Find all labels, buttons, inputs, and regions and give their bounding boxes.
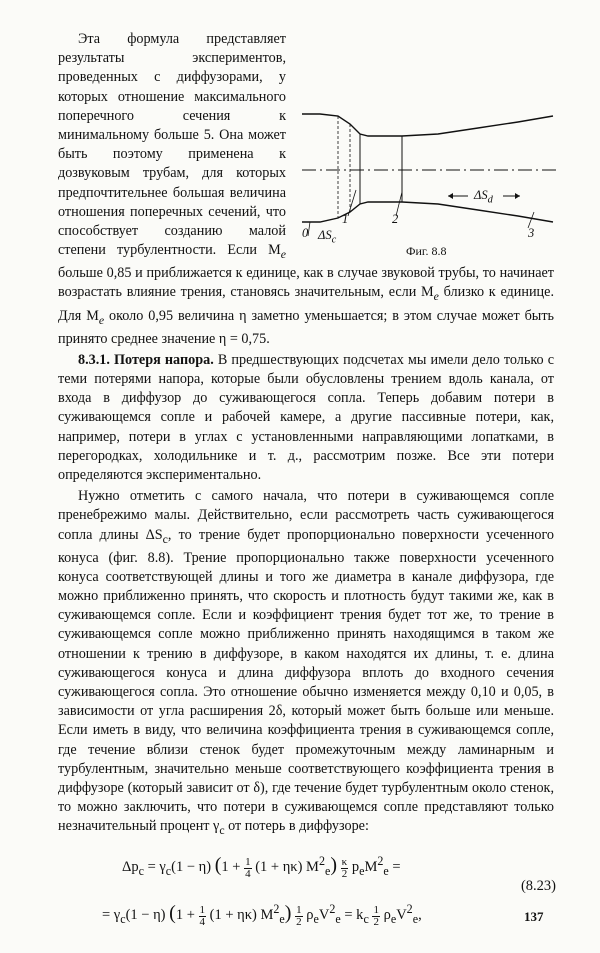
f-m-sub: e: [325, 864, 331, 879]
frac-num: 1: [199, 903, 205, 916]
f-M: M: [364, 859, 378, 876]
fig-label-d-sub: d: [487, 194, 493, 206]
f-gamma-sub: c: [165, 864, 172, 879]
nozzle-diagram: [298, 112, 560, 242]
fig-label-ds: ΔS: [318, 228, 332, 242]
leader-1: [348, 190, 356, 216]
fig-label-1: 1: [342, 212, 349, 226]
fig-label-ds-d: [474, 188, 493, 206]
f2-rho2: ρ: [379, 907, 391, 924]
f2-k-sub: c: [363, 912, 369, 927]
figure-8-8: [298, 112, 560, 264]
f2-inner2: (1 + ηκ) M: [206, 907, 274, 924]
formula-line-2: [102, 902, 422, 927]
fig-label-3: 3: [528, 226, 535, 240]
f2-one-minus-eta: (1 − η): [125, 907, 170, 924]
f2-gamma-sub: c: [120, 912, 126, 927]
frac-num: 1: [245, 855, 251, 868]
fig-label-ds-c: [318, 228, 336, 246]
frac-num: 1: [373, 903, 379, 916]
paragraph-2: [58, 351, 554, 485]
f2-V2: V: [396, 907, 407, 924]
f-p: p: [348, 859, 360, 876]
f-inner: 1 +: [221, 859, 245, 876]
f-rparen: ): [330, 854, 338, 877]
page-body: [58, 30, 554, 940]
f2-V-sub: e: [335, 912, 341, 927]
f2-frac-1-2b: [372, 905, 380, 928]
arrow-head-right: [515, 193, 520, 199]
paragraph-3: [58, 487, 554, 840]
formula-8-23: [58, 848, 554, 940]
p1-sub: e: [280, 247, 286, 262]
f-one-minus-eta: (1 − η): [171, 859, 215, 876]
f2-V2-sub: e: [412, 912, 419, 927]
f-frac-1-4: [244, 857, 252, 880]
f2-eq-gamma: = γ: [102, 907, 121, 924]
page-number: 137: [524, 909, 544, 924]
f-p-sub: e: [359, 864, 365, 879]
leader-0: [308, 222, 310, 236]
f-dp-sub: c: [138, 864, 144, 879]
f2-V: V: [318, 907, 330, 924]
fig-label-ds2: ΔS: [474, 188, 488, 202]
frac-den: 2: [341, 867, 348, 880]
f-M-sup: 2: [377, 854, 384, 869]
frac-den: 4: [245, 867, 251, 880]
p3-sub2: c: [219, 823, 225, 838]
p2-text: В предшествующих подсчетах мы имели дело только с теми потерями напора, которые были обусловлены трением вдоль канала, от входа в диффузор до суживающегося сопла. Теперь добавим потери в суживающемся сопле и рабочей камере, а другие пассивные потери, как, например, потери в углах с установленными направляющими лопатками, в перегородках, холодильнике и т. д., рассмотрим позже. Все эти потери определяются экспериментально.: [58, 351, 555, 483]
f2-m-sub: e: [279, 912, 285, 927]
section-title: Потеря напора.: [114, 351, 214, 368]
f-dp: Δp: [122, 859, 139, 876]
f-m-sup: 2: [318, 854, 325, 869]
f2-m-sup: 2: [273, 902, 280, 917]
arrow-head-left: [448, 193, 453, 199]
p1-tail2: близко к единице. Для M: [58, 284, 554, 324]
p3-text: Нужно отметить с самого начала, что потери в суживающемся сопле пренебрежимо малы. Действительно, если рассмотреть часть суживающегося сопла длины ΔS: [58, 488, 554, 543]
fig-label-0: 0: [302, 226, 309, 240]
f2-comma: ,: [418, 907, 422, 924]
frac-num: 1: [296, 903, 302, 916]
lower-wall: [302, 202, 553, 222]
p3-tail: , то трение будет пропорционально поверхности усеченного конуса (фиг. 8.8). Трение пропорционально также поверхности усеченного конуса соответствующей длины и того же диаметра в канале диффузора, где можно приближенно принять, что скорость и плотность будут такими же, как в суживающемся сопле. Если и коэффициент трения будет тот же, то трение в суживающемся сопле можно приближенно принять находящимся в таком же отношении к трению в диффузоре, в каком находятся их длины, т. е. длина суживающегося конуса и длина диффузора вплоть до входного сечения суживающегося сопла. Это отношение обычно изменяется между 0,10 и 0,05, в зависимости от угла расширения 2δ, который может быть больше или меньше. Если иметь в виду, что величина коэффициента трения в суживающемся сопле, где течение вблизи стенок будет промежуточным между ламинарным и турбулентным, значительно меньше соответствующего коэффициента трения в диффузоре (который зависит от δ), где течение будет турбулентным около стенок, то можно заключить, что потери в суживающемся сопле представляют только незначительный процент γ: [58, 526, 555, 835]
frac-den: 2: [296, 915, 302, 928]
frac-den: 2: [373, 915, 379, 928]
fig-label-c-sub: c: [331, 234, 337, 246]
f2-frac-1-2: [295, 905, 303, 928]
f-eq-gamma: = γ: [143, 859, 166, 876]
figure-caption: Фиг. 8.8: [406, 244, 447, 258]
f-eq: =: [388, 859, 401, 876]
f2-V2-sup: 2: [406, 902, 413, 917]
f2-rho: ρ: [302, 907, 314, 924]
f2-V-sup: 2: [329, 902, 336, 917]
f2-eq-k: = k: [340, 907, 364, 924]
p1-tail-sub: e: [433, 289, 439, 304]
f-inner2: (1 + ηκ) M: [251, 859, 319, 876]
fig-label-2: 2: [392, 212, 399, 226]
f2-rparen: ): [284, 902, 292, 925]
p3-end: от потерь в диффузоре:: [224, 818, 369, 835]
p1-tail3: около 0,95 величина η заметно уменьшается; в этом случае может быть принято среднее значение η = 0,75.: [58, 307, 554, 347]
p1-tail2-sub: e: [98, 312, 105, 327]
f2-rho2-sub: e: [390, 912, 397, 927]
p1-text: Эта формула представляет результаты экспериментов, проведенных с диффузорами, у которых отношение максимального поперечного сечения к минимальному больше 5. Она может быть поэтому применена к дозвуковым трубам, для которых предпочтительнее большая величина отношения поперечных сечений, что способствует созданию малой степени турбулентности. Если M: [58, 31, 286, 259]
f-lparen: (: [214, 854, 222, 877]
f2-frac-1-4: [199, 905, 207, 928]
section-number: 8.3.1.: [78, 351, 110, 368]
formula-line-1: [122, 854, 401, 879]
equation-number: (8.23): [520, 878, 556, 895]
p1-tail: больше 0,85 и приближается к единице, как в случае звуковой трубы, то начинает возрастать влияние трения, становясь значительным, если M: [58, 265, 554, 301]
p3-sub: c: [162, 531, 168, 546]
frac-den: 4: [199, 915, 205, 928]
f-M-sub: e: [383, 864, 389, 879]
f2-lparen: (: [169, 902, 176, 925]
f2-rho-sub: e: [313, 912, 319, 927]
frac-num: κ: [341, 855, 348, 868]
upper-wall: [302, 114, 553, 136]
f2-inner: 1 +: [175, 907, 199, 924]
